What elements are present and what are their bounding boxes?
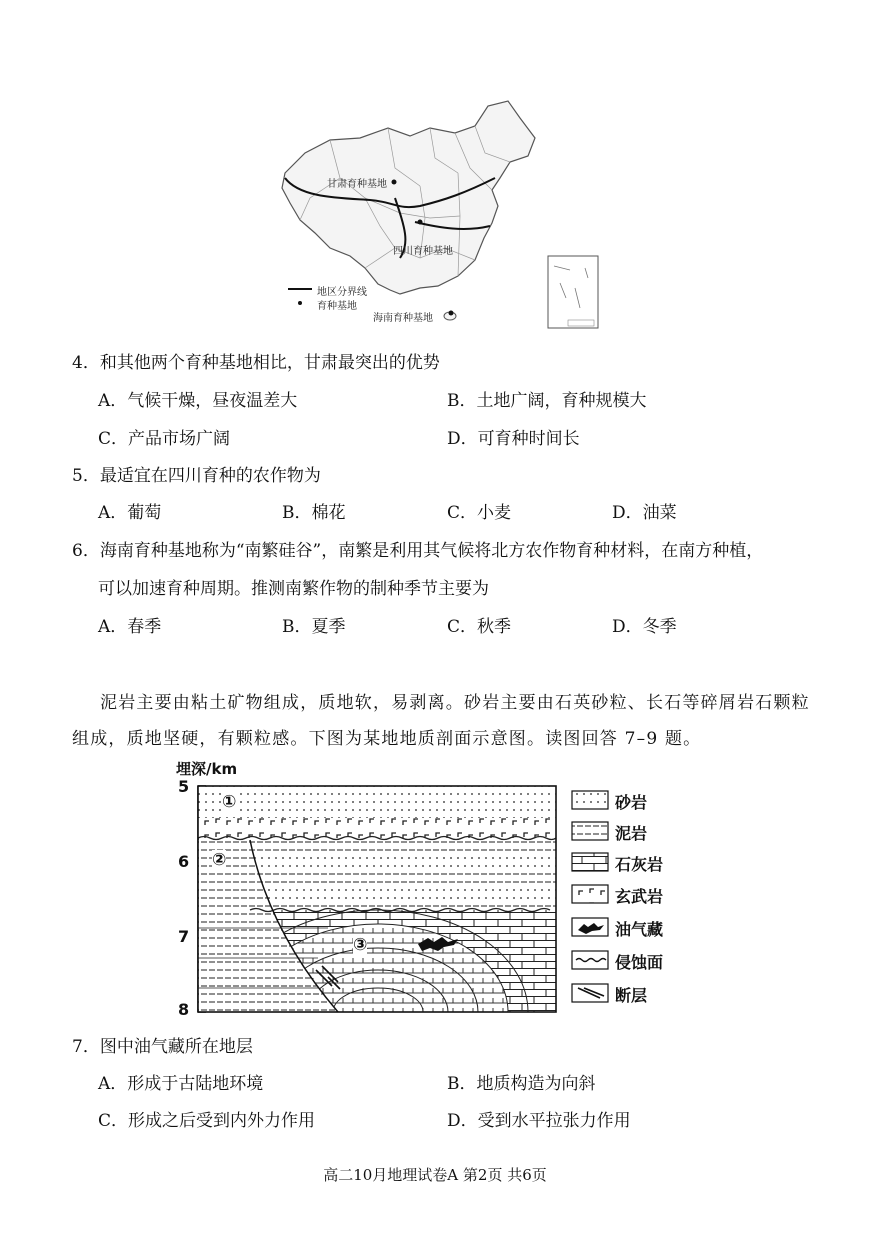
hainan-base-label: 海南育种基地 bbox=[373, 313, 433, 324]
question-6-stem-line2: 可以加速育种周期。推测南繁作物的制种季节主要为 bbox=[98, 579, 489, 599]
tick-label-6: 6 bbox=[178, 852, 190, 871]
section-legend-symbols bbox=[572, 791, 608, 1002]
china-outline bbox=[282, 101, 535, 294]
q5-option-d: D．油菜 bbox=[612, 503, 677, 523]
tick-label-5: 5 bbox=[178, 777, 190, 796]
legend-erosion-surface: 侵蚀面 bbox=[615, 953, 664, 972]
legend-fault: 断层 bbox=[615, 986, 648, 1005]
legend-dot-symbol bbox=[298, 301, 302, 305]
legend-basalt: 玄武岩 bbox=[615, 887, 664, 906]
page-footer: 高二10月地理试卷A 第2页 共6页 bbox=[323, 1166, 547, 1184]
geologic-section bbox=[168, 758, 688, 1020]
q5-option-c: C．小麦 bbox=[447, 503, 512, 523]
tick-label-8: 8 bbox=[178, 1000, 190, 1019]
legend-limestone: 石灰岩 bbox=[615, 855, 664, 874]
south-sea-inset bbox=[548, 256, 598, 328]
passage-line-1: 泥岩主要由粘土矿物组成，质地软，易剥离。砂岩主要由石英砂粒、长石等碎屑岩石颗粒 bbox=[100, 693, 810, 713]
q7-option-d: D．受到水平拉张力作用 bbox=[447, 1111, 631, 1131]
q7-option-b: B．地质构造为向斜 bbox=[447, 1074, 596, 1094]
depth-axis-title: 埋深/km bbox=[176, 760, 238, 778]
gansu-base-label: 甘肃育种基地 bbox=[327, 179, 387, 190]
legend-sandstone: 砂岩 bbox=[615, 793, 648, 812]
legend-mudstone: 泥岩 bbox=[615, 824, 648, 843]
question-4-stem: 4．和其他两个育种基地相比，甘肃最突出的优势 bbox=[72, 353, 440, 373]
q7-option-c: C．形成之后受到内外力作用 bbox=[98, 1111, 316, 1131]
question-6-stem-line1: 6．海南育种基地称为“南繁硅谷”，南繁是利用其气候将北方农作物育种材料，在南方种植， bbox=[72, 541, 764, 561]
q5-option-b: B．棉花 bbox=[282, 503, 346, 523]
basalt-layer bbox=[198, 818, 556, 838]
layer-1-marker: ① bbox=[222, 792, 237, 812]
legend-oil-gas: 油气藏 bbox=[615, 920, 664, 939]
layer-1-sandstone bbox=[198, 786, 556, 818]
sichuan-base-label: 四川育种基地 bbox=[393, 246, 453, 257]
q4-option-b: B．土地广阔，育种规模大 bbox=[447, 391, 647, 411]
legend-dot-label: 育种基地 bbox=[317, 301, 357, 312]
gansu-base-dot bbox=[392, 180, 397, 185]
layer-2-marker: ② bbox=[212, 850, 227, 870]
q6-option-d: D．冬季 bbox=[612, 617, 677, 637]
q4-option-d: D．可育种时间长 bbox=[447, 429, 580, 449]
q4-option-a: A．气候干燥，昼夜温差大 bbox=[98, 391, 298, 411]
legend-line-label: 地区分界线 bbox=[317, 287, 367, 298]
q6-option-b: B．夏季 bbox=[282, 617, 346, 637]
q7-option-a: A．形成于古陆地环境 bbox=[98, 1074, 264, 1094]
question-7-stem: 7．图中油气藏所在地层 bbox=[72, 1037, 253, 1057]
geologic-section-figure bbox=[168, 758, 688, 1020]
question-5-stem: 5．最适宜在四川育种的农作物为 bbox=[72, 466, 321, 486]
q6-option-c: C．秋季 bbox=[447, 617, 512, 637]
q6-option-a: A．春季 bbox=[98, 617, 162, 637]
sichuan-base-dot bbox=[418, 220, 423, 225]
china-map-figure bbox=[270, 98, 615, 333]
q5-option-a: A．葡萄 bbox=[98, 503, 162, 523]
passage-line-2: 组成，质地坚硬，有颗粒感。下图为某地地质剖面示意图。读图回答 7–9 题。 bbox=[72, 729, 702, 749]
q4-option-c: C．产品市场广阔 bbox=[98, 429, 231, 449]
hainan-base-dot bbox=[449, 311, 454, 316]
tick-label-7: 7 bbox=[178, 927, 190, 946]
layer-3-marker: ③ bbox=[353, 935, 368, 955]
